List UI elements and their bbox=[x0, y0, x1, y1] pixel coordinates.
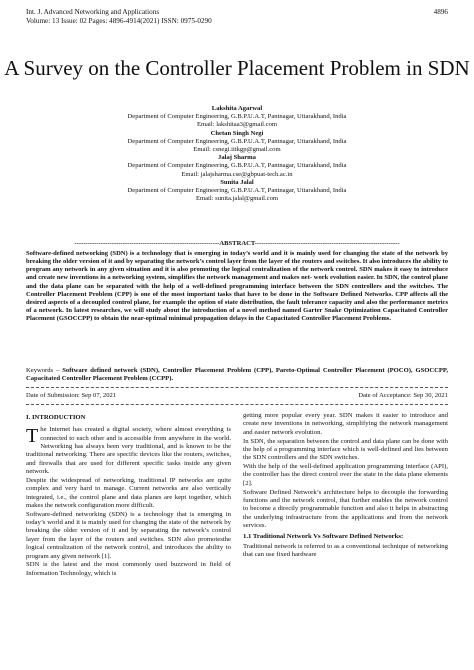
author-email: Email: csnegi.iitkgp@gmail.com bbox=[193, 146, 281, 154]
author bbox=[0, 105, 474, 130]
right-column bbox=[243, 412, 448, 560]
author-affiliation: Department of Computer Engineering, G.B.P.U.A.T, Pantnagar, Uttarakhand, India bbox=[127, 162, 347, 170]
paragraph bbox=[26, 426, 231, 476]
author bbox=[0, 130, 474, 155]
author-name: Sunita Jalal bbox=[220, 178, 254, 186]
keywords-list: Software defined network (SDN), Controller Placement Problem (CPP), Pareto-Optimal Controller Placement (POCO), GSOCCPP, Capacitated Controller Placement Problem (CCPP). bbox=[26, 367, 448, 383]
divider bbox=[26, 404, 448, 405]
subsection-heading: 1.1 Traditional Network Vs Software Defined Networks: bbox=[243, 533, 404, 541]
journal-header bbox=[26, 8, 212, 26]
section-heading: I. INTRODUCTION bbox=[26, 414, 86, 421]
keywords bbox=[26, 367, 448, 383]
paragraph: With the help of the well-defined application programming interface (API), the controller has the direct control over the state in the data plane elements [2]. bbox=[243, 463, 448, 487]
paragraph-text: he Internet has created a digital society, where almost everything is connected to each other and is accessible from anywhere in the world. Networking has always been very traditional, and is known to be the traditional networking. There are specific devices like the routers, switches, and firewalls that are used for different specific tasks inside any given network. bbox=[26, 426, 231, 476]
left-column bbox=[26, 412, 231, 579]
page-number: 4896 bbox=[433, 8, 448, 16]
divider bbox=[26, 387, 448, 388]
keywords-label: Keywords – bbox=[26, 367, 60, 374]
author-affiliation: Department of Computer Engineering, G.B.P.U.A.T, Pantnagar, Uttarakhand, India bbox=[127, 187, 347, 195]
author bbox=[0, 154, 474, 179]
author-email: Email: jalajsharma.cse@gbpuat-tech.ac.in bbox=[181, 170, 293, 178]
author-name: Lakshita Agarwal bbox=[211, 105, 263, 112]
author-block bbox=[0, 105, 474, 203]
abstract-heading: ------------------------------------------------------------------ABSTRACT------------------------------------------------------------------ bbox=[74, 240, 400, 247]
journal-volume: Volume: 13 Issue: 02 Pages: 4896-4914(2021) ISSN: 0975-0290 bbox=[26, 17, 212, 25]
author-email: Email: lakshitaa3@gmail.com bbox=[196, 121, 278, 129]
paragraph: getting more popular every year. SDN makes it easier to introduce and create new inventions in networking, simplifying the network management and easier network evolution. bbox=[243, 412, 448, 436]
author bbox=[0, 179, 474, 204]
paragraph: In SDN, the separation between the control and data plane can be done with the help of a programming interface which is well-defined and lies between the SDN controllers and the SDN switches. bbox=[243, 437, 448, 462]
author-name: Chetan Singh Negi bbox=[210, 129, 264, 137]
author-affiliation: Department of Computer Engineering, G.B.P.U.A.T, Pantnagar, Uttarakhand, India bbox=[127, 137, 347, 145]
paragraph: Traditional network is referred to as a conventional technique of networking that can use fixed hardware bbox=[243, 542, 448, 558]
acceptance-date: Date of Acceptance: Sep 30, 2021 bbox=[358, 392, 448, 399]
paper-title: A Survey on the Controller Placement Problem in SDN bbox=[4, 56, 470, 80]
paragraph: Software-defined networking (SDN) is a technology that is emerging in today’s world and it is mainly used for changing the state of the network by breaking the older version of it and by separating the network’s control layer from the layer of the routers and switches. SDN also promotesthe logical centralization of the network control, and introduces the ability to program any given network [1]. bbox=[26, 510, 231, 560]
author-name: Jalaj Sharma bbox=[218, 154, 256, 162]
journal-name: Int. J. Advanced Networking and Applications bbox=[26, 8, 160, 16]
paragraph: SDN is the latest and the most commonly used buzzword in field of Information Technology, which is bbox=[26, 561, 231, 577]
author-email: Email: sunita.jalal@gmail.com bbox=[195, 195, 279, 203]
paragraph: Despite the widespread of networking, traditional IP networks are quite complex and very hard to manage. Current networks are also vertically integrated, i.e., the control plane and data planes are kept together, which makes the network configuration more difficult. bbox=[26, 476, 231, 509]
author-affiliation: Department of Computer Engineering, G.B.P.U.A.T, Pantnagar, Uttarakhand, India bbox=[127, 113, 347, 121]
drop-cap: T bbox=[26, 425, 39, 448]
paragraph: Software Defined Network’s architecture helps to decouple the forwarding functions and the network control, that further enables the network control to become a directly programmable function and also it helps in abstracting the underlying infrastructure from the applications and from the network services. bbox=[243, 488, 448, 529]
abstract-text: Software-defined networking (SDN) is a technology that is emerging in today’s world and it is mainly used for changing the state of the network by breaking the older version of it and by separating the network’s control layer from the layer of the routers and switches. It also introduces the ability to program any network in any given situation and it is also promoting the logical centralization of the network control. SDN makes it easy to introduce and create new inventions in a networking system, simplifies the network management and makes net- work evolution easier. In SDN, the control plane and the data plane can be separated with the help of a well-defined programming interface between the SDN controllers and the switches. The Controller Placement Problem (CPP) is one of the most important tasks that have to be done in the Software Defined Networks. CPP affects all the desired aspects of a decoupled control plane, for example the option of state distribution, the fault tolerance capacity and also the performance metrics of a network. In latest researches, we will study about the introduction of a novel method named Garter Snake Optimization Capacitated Controller Placement (GSOCCPP) to obtain the near-optimal minimal propagation delays in the Capacitated Controller Placement Problems. bbox=[26, 250, 448, 323]
submission-date: Date of Submission: Sep 07, 2021 bbox=[26, 392, 117, 399]
